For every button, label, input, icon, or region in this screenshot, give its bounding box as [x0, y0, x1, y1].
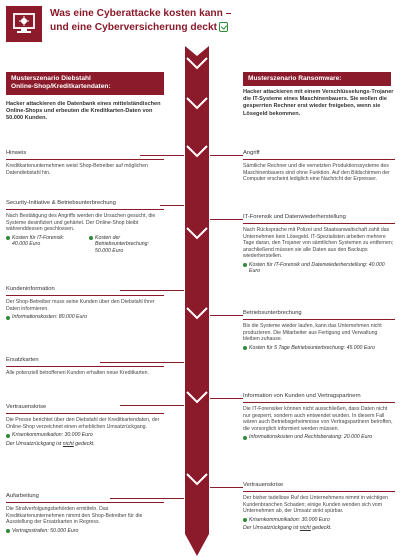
cost-item: Krisenkommunikation: 30.000 Euro [243, 517, 395, 524]
left-intro: Hacker attackieren die Datenbank eines mittelständischen Online-Shops und erbeuten die Kreditkarten-Daten von 50.000 Kunden. [6, 101, 161, 122]
connector-right-3 [210, 315, 243, 316]
section-title: Vertrauenskrise [243, 482, 395, 492]
section-title: Vertrauenskrise [6, 404, 164, 414]
euro-dot-icon [6, 236, 10, 240]
euro-dot-icon [6, 434, 10, 438]
section-body: Alle potenziell betroffenen Kunden erhalten neue Kreditkarten. [6, 370, 149, 376]
section-title: Betriebsunterbrechung [243, 310, 395, 320]
section-body: Nach Bestätigung des Angriffs werden die Ursachen gesucht, die Systeme desinfiziert und gehärtet. Der Online-Shop bleibt währenddessen geschlossen. [6, 213, 156, 233]
section-body: Die Strafverfolgungsbehörden ermitteln. Das Kreditkartenunternehmen nimmt den Shop-Betreiber für die Ausstellung der Ersatzkarten in Regress. [6, 506, 143, 526]
section-body: Die IT-Forensiker können nicht ausschließen, dass Daten nicht nur gesperrt, sondern auch entwendet wurden. In diesem Fall wären auch Betriebsgeheimnisse von Vertragspartnern betroffen, die vorsorglich informiert werden müssen. [243, 406, 393, 432]
section-title: Angriff [243, 150, 395, 160]
cost-item: Kosten für IT-Forensik und Datenwiederherstellung: 40.000 Euro [243, 262, 395, 275]
right-scenario-label: Musterszenario Ransomware: [243, 72, 391, 86]
section-body: Sämtliche Rechner und die vernetzten Produktionssysteme des Maschinenbauers sind ohne Funktion. Auf den Bildschirmen der Computer erscheint lediglich eine Nachricht der Erpresser. [243, 163, 390, 183]
euro-dot-icon [243, 346, 247, 350]
computer-virus-icon [6, 6, 42, 42]
left-label-line-2: Online-Shop/Kreditkartendaten: [11, 83, 111, 91]
section-body: Bis die Systeme wieder laufen, kann das Unternehmen nicht produzieren. Die Mitarbeiter aus Fertigung und Verwaltung bleiben zuhause. [243, 323, 382, 343]
check-shield-icon [219, 22, 228, 32]
section-title: Kundeninformation [6, 286, 164, 296]
section-title: Ersatzkarten [6, 357, 164, 367]
right-section-vertrauenskrise [243, 482, 395, 532]
timeline-arrow [171, 46, 223, 556]
section-body: Die Presse berichtet über den Diebstahl der Kreditkartendaten, der Online-Shop verzeichnet einen erheblichen Umsatzrückgang. [6, 417, 160, 430]
section-body: Der bisher tadellose Ruf des Unternehmens nimmt in wichtigen Kundenbranchen Schaden; einige Kunden wenden sich vom Unternehmen ab, der Umsatz sinkt spürbar. [243, 495, 389, 515]
right-section-it-forensik [243, 214, 395, 275]
cost-item: Vertragsstrafen: 50.000 Euro [6, 528, 164, 535]
coverage-note: Der Umsatzrückgang ist nicht gedeckt. [243, 525, 332, 532]
cost-item: Informationskosten und Rechtsberatung: 20.000 Euro [243, 434, 395, 441]
left-scenario-label [6, 72, 164, 95]
right-section-angriff [243, 150, 395, 183]
cost-item: Kosten für IT-Forensik: 40.000 Euro [6, 235, 81, 255]
title-line-1: Was eine Cyberattacke kosten kann – [50, 8, 232, 19]
section-title: Hinweis [6, 150, 164, 160]
section-title: IT-Forensik und Datenwiederherstellung [243, 214, 395, 224]
euro-dot-icon [243, 436, 247, 440]
euro-dot-icon [6, 529, 10, 533]
right-section-information [243, 393, 395, 441]
left-label-line-1: Musterszenario Diebstahl [11, 75, 91, 82]
left-section-aufarbeitung [6, 493, 164, 534]
euro-dot-icon [89, 236, 93, 240]
euro-dot-icon [243, 263, 247, 267]
page-title [50, 7, 395, 34]
section-body: Nach Rücksprache mit Polizei und Staatsanwaltschaft zahlt das Unternehmen kein Lösegeld. IT-Spezialisten arbeiten mehrere Tage daran, den Trojaner von sämtlichen Systemen zu entfernen; anschließend müssen sie alle Daten aus den Backups wiederherstellen. [243, 227, 394, 260]
right-intro: Hacker attackieren mit einem Verschlüsselungs-Trojaner die IT-Systeme eines Maschinenbauers. Sie wollen die gesperrten Rechner erst wieder freigeben, wenn sie Lösegeld bekommen. [243, 89, 394, 117]
connector-right-4 [210, 398, 243, 399]
euro-dot-icon [243, 518, 247, 522]
euro-dot-icon [6, 316, 10, 320]
connector-right-2 [210, 219, 243, 220]
left-section-hinweis [6, 150, 164, 176]
left-section-ersatzkarten [6, 357, 164, 377]
cost-item: Kosten für 5 Tage Betriebsunterbrechung: 45.000 Euro [243, 345, 395, 352]
section-body: Der Shop-Betreiber muss seine Kunden über den Diebstahl ihrer Daten informieren. [6, 299, 155, 312]
left-section-kundeninformation [6, 286, 164, 321]
coverage-note: Der Umsatzrückgang ist nicht gedeckt. [6, 440, 95, 447]
left-section-vertrauenskrise [6, 404, 164, 447]
section-title: Aufarbeitung [6, 493, 164, 503]
connector-right-1 [210, 155, 243, 156]
title-line-2: und eine Cyberversicherung deckt [50, 21, 218, 33]
cost-item: Kosten der Betriebsunterbrechung: 50.000 Euro [89, 235, 164, 255]
connector-right-5 [210, 487, 243, 488]
right-section-betriebsunterbrechung [243, 310, 395, 351]
left-section-security [6, 200, 164, 254]
section-title: Information von Kunden und Vertragspartnern [243, 393, 395, 403]
cost-item: Informationskosten: 80.000 Euro [6, 314, 164, 321]
cost-item: Krisenkommunikation: 30.000 Euro [6, 432, 164, 439]
section-title: Security-Initiative & Betriebsunterbrechung [6, 200, 164, 210]
section-body: Kreditkartenunternehmen weist Shop-Betreiber auf möglichen Datendiebstahl hin. [6, 163, 148, 176]
